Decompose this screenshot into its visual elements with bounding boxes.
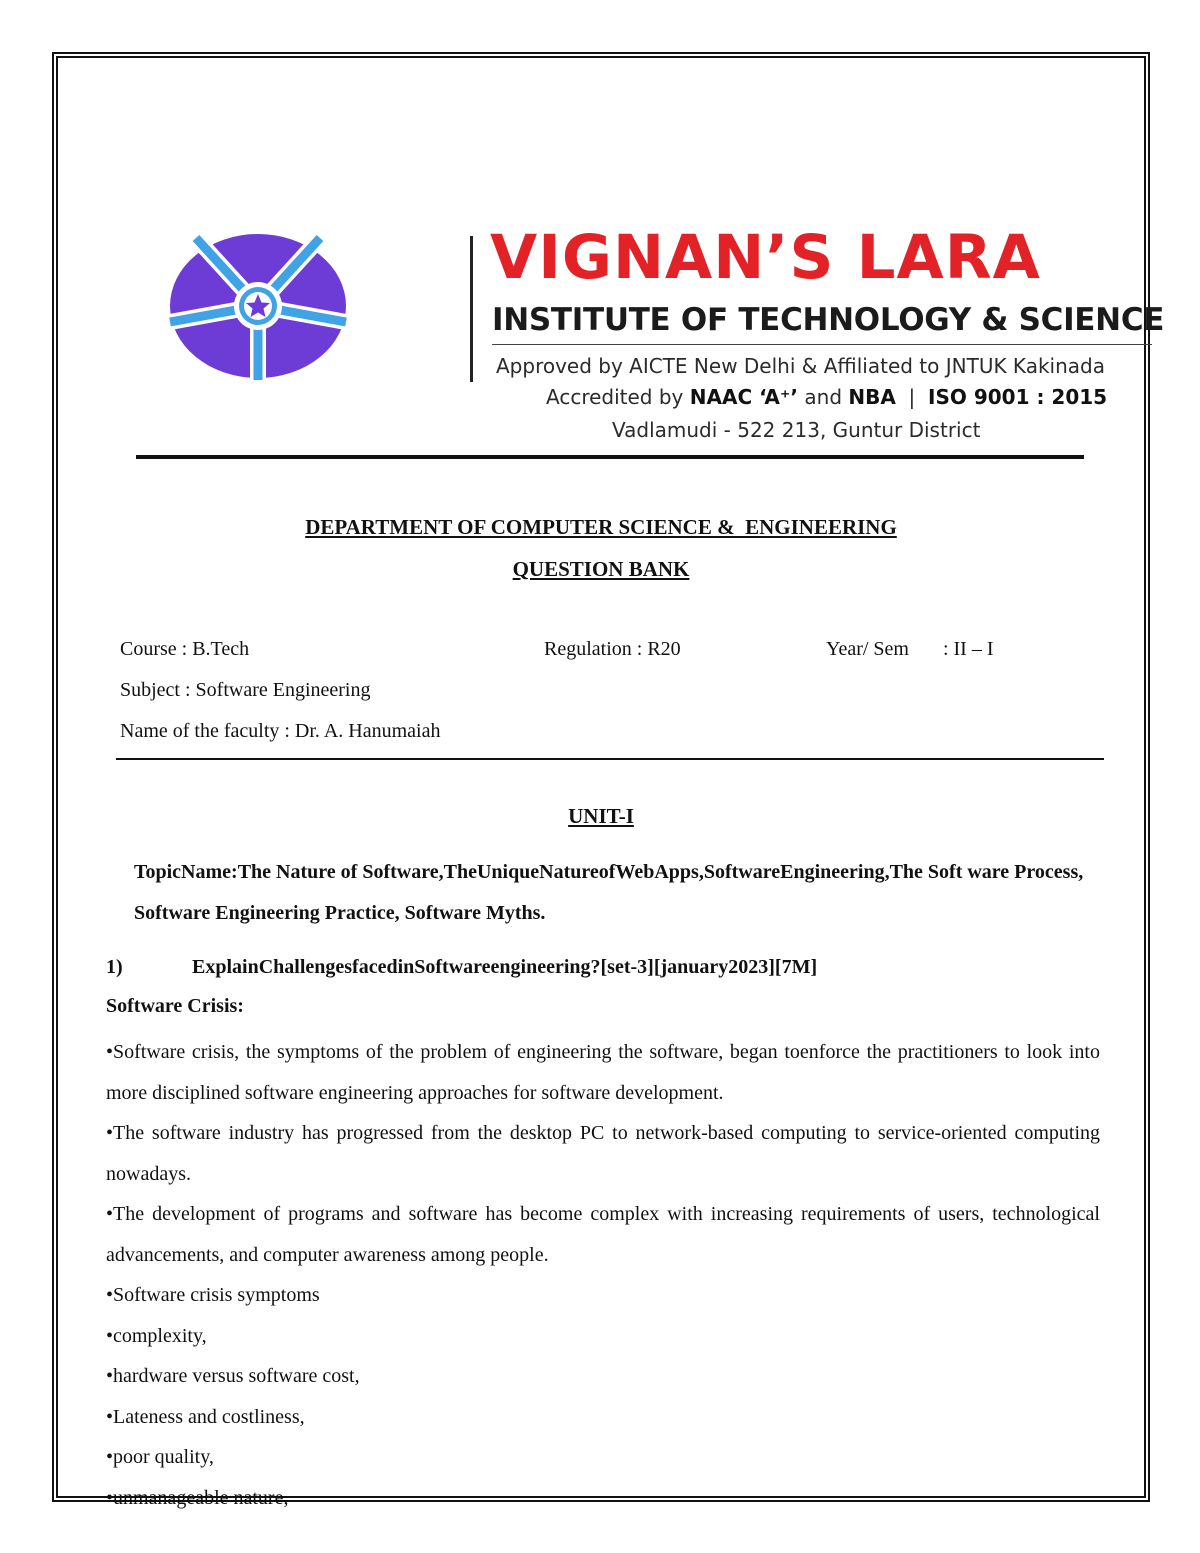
institute-logo-icon <box>166 230 350 382</box>
answer-paragraph: •Software crisis, the symptoms of the problem of engineering the software, began toenforce the practitioners to look into more disciplined software engineering approaches for software development. <box>106 1041 1100 1104</box>
letterhead-rule <box>492 344 1152 345</box>
answer-body <box>106 1032 1100 1518</box>
letterhead <box>166 222 1165 510</box>
document-type-heading: QUESTION BANK <box>512 557 690 581</box>
letterhead-bottom-rule <box>136 455 1084 459</box>
meta-divider <box>116 758 1104 760</box>
answer-list-item: •hardware versus software cost, <box>106 1365 360 1387</box>
naac-text: NAAC ‘A⁺’ <box>689 385 799 409</box>
answer-list-item: •Software crisis symptoms <box>106 1284 320 1306</box>
answer-list-item: •unmanageable nature, <box>106 1486 289 1509</box>
question-text: ExplainChallengesfacedinSoftwareengineering?[set-3][january2023][7M] <box>192 956 818 978</box>
year-sem-label: Year/ Sem <box>826 638 909 660</box>
and-text: and <box>798 385 849 409</box>
nba-text: NBA <box>848 385 896 409</box>
faculty-field: Name of the faculty : Dr. A. Hanumaiah <box>120 720 441 742</box>
answer-heading: Software Crisis: <box>106 995 244 1017</box>
year-sem-value: : II – I <box>942 638 994 660</box>
address-line: Vadlamudi - 522 213, Guntur District <box>612 418 981 442</box>
department-heading: DEPARTMENT OF COMPUTER SCIENCE & ENGINEERING <box>305 515 897 539</box>
iso-text: ISO 9001 : 2015 <box>928 385 1108 409</box>
institute-subtitle: INSTITUTE OF TECHNOLOGY & SCIENCE <box>492 302 1165 338</box>
answer-list-item: •Lateness and costliness, <box>106 1405 305 1428</box>
answer-paragraph: •The development of programs and software has become complex with increasing requirements of users, technological advancements, and computer awareness among people. <box>106 1203 1100 1266</box>
logo-divider <box>470 236 473 382</box>
regulation-field: Regulation : R20 <box>544 638 681 660</box>
accreditation-line <box>546 385 1107 409</box>
separator: | <box>895 385 929 409</box>
year-sem-field <box>826 638 994 661</box>
answer-paragraph: •The software industry has progressed from the desktop PC to network-based computing to service-oriented computing nowadays. <box>106 1122 1100 1185</box>
unit-heading: UNIT-I <box>568 804 634 828</box>
question-number: 1) <box>106 956 123 978</box>
subject-field: Subject : Software Engineering <box>120 679 371 701</box>
answer-list-item: •complexity, <box>106 1324 207 1347</box>
accredited-prefix: Accredited by <box>546 385 690 409</box>
document-page <box>58 58 1165 1509</box>
approval-line: Approved by AICTE New Delhi & Affiliated to JNTUK Kakinada <box>496 354 1105 378</box>
course-field: Course : B.Tech <box>120 638 250 660</box>
topic-name: TopicName:The Nature of Software,TheUniqueNatureofWebApps,SoftwareEngineering,The Soft ware Process, Software Engineering Practice, Software Myths. <box>134 861 1084 924</box>
answer-list-item: •poor quality, <box>106 1446 214 1468</box>
institute-name: VIGNAN’S LARA <box>490 222 1041 293</box>
